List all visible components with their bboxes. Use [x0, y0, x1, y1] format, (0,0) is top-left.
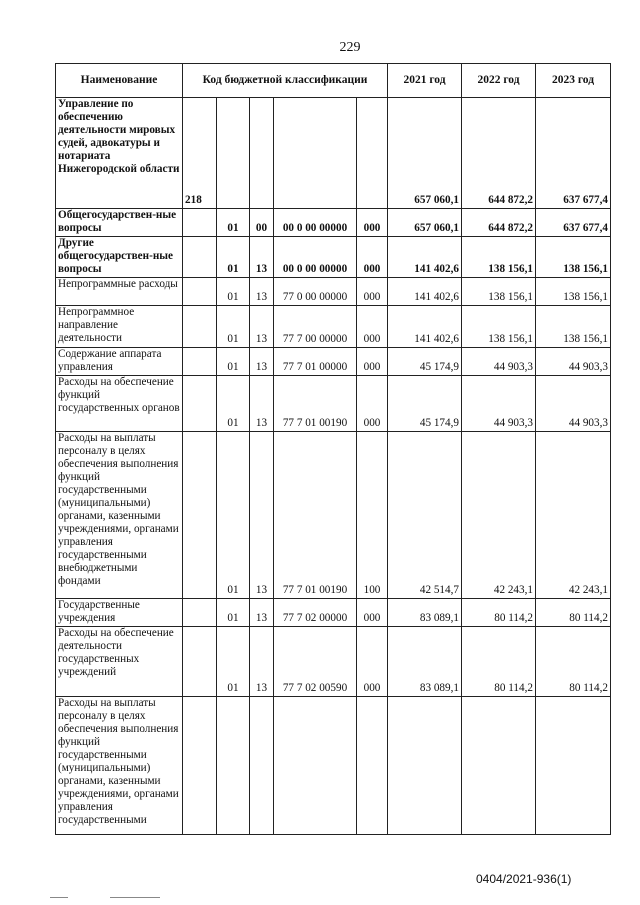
row-podrazdel: [250, 697, 274, 835]
row-razdel: 01: [217, 237, 250, 278]
row-razdel: 01: [217, 599, 250, 627]
document-id: 0404/2021-936(1): [476, 872, 572, 886]
row-vedomstvo: [183, 697, 217, 835]
row-name: Расходы на обеспечение деятельности государственных учреждений: [56, 627, 183, 697]
row-2022: 44 903,3: [462, 376, 536, 432]
row-name: Государственные учреждения: [56, 599, 183, 627]
row-2021: 42 514,7: [388, 432, 462, 599]
row-podrazdel: 13: [250, 237, 274, 278]
row-csr: 77 0 00 00000: [274, 278, 357, 306]
row-csr: 00 0 00 00000: [274, 237, 357, 278]
row-2021: 141 402,6: [388, 306, 462, 348]
table-row: [56, 599, 611, 627]
row-vr: 000: [357, 599, 388, 627]
row-podrazdel: 13: [250, 306, 274, 348]
table-row: [56, 278, 611, 306]
row-razdel: 01: [217, 209, 250, 237]
row-razdel: [217, 697, 250, 835]
row-name: Расходы на обеспечение функций государственных органов: [56, 376, 183, 432]
row-vr: 100: [357, 432, 388, 599]
row-2021: 83 089,1: [388, 599, 462, 627]
row-csr: 77 7 01 00190: [274, 432, 357, 599]
table-row: [56, 376, 611, 432]
row-name: Управление по обеспечению деятельности мировых судей, адвокатуры и нотариата Нижегородской области: [56, 98, 183, 209]
row-podrazdel: 13: [250, 278, 274, 306]
row-2023: [536, 697, 611, 835]
row-name: Другие общегосударствен-ные вопросы: [56, 237, 183, 278]
row-2023: 44 903,3: [536, 376, 611, 432]
row-2021: 141 402,6: [388, 278, 462, 306]
row-razdel: 01: [217, 306, 250, 348]
header-code: Код бюджетной классификации: [183, 64, 388, 98]
row-name: Содержание аппарата управления: [56, 348, 183, 376]
row-vedomstvo: [183, 599, 217, 627]
row-2021: [388, 697, 462, 835]
row-vr: 000: [357, 237, 388, 278]
row-vedomstvo: [183, 237, 217, 278]
row-podrazdel: 13: [250, 599, 274, 627]
row-2022: 80 114,2: [462, 627, 536, 697]
table-row: [56, 209, 611, 237]
table-row: [56, 697, 611, 835]
row-podrazdel: 13: [250, 432, 274, 599]
row-vedomstvo: [183, 209, 217, 237]
row-2021: 45 174,9: [388, 376, 462, 432]
scan-artifact: [50, 897, 160, 899]
row-2023: 138 156,1: [536, 237, 611, 278]
header-name: Наименование: [56, 64, 183, 98]
row-name: Непрограммные расходы: [56, 278, 183, 306]
row-2023: 637 677,4: [536, 209, 611, 237]
row-2022: 44 903,3: [462, 348, 536, 376]
header-2023: 2023 год: [536, 64, 611, 98]
row-2021: 45 174,9: [388, 348, 462, 376]
row-csr: 77 7 01 00000: [274, 348, 357, 376]
row-name: Расходы на выплаты персоналу в целях обеспечения выполнения функций государственными (муниципальными) органами, казенными учреждениями, органами управления государственными внебюджетными фондами: [56, 432, 183, 599]
row-vedomstvo: [183, 306, 217, 348]
row-vr: 000: [357, 376, 388, 432]
row-2022: 42 243,1: [462, 432, 536, 599]
row-2023: 138 156,1: [536, 278, 611, 306]
budget-table: [55, 63, 611, 835]
row-podrazdel: 13: [250, 376, 274, 432]
row-vedomstvo: [183, 627, 217, 697]
row-csr: [274, 697, 357, 835]
row-vedomstvo: [183, 348, 217, 376]
row-vr: 000: [357, 209, 388, 237]
row-2023: 44 903,3: [536, 348, 611, 376]
table-header-row: [56, 64, 611, 98]
row-vr: 000: [357, 278, 388, 306]
row-2023: 637 677,4: [536, 98, 611, 209]
row-2021: 141 402,6: [388, 237, 462, 278]
row-podrazdel: [250, 98, 274, 209]
row-2022: [462, 697, 536, 835]
row-razdel: 01: [217, 376, 250, 432]
row-2022: 80 114,2: [462, 599, 536, 627]
row-csr: 77 7 02 00590: [274, 627, 357, 697]
table-row: [56, 432, 611, 599]
row-2023: 138 156,1: [536, 306, 611, 348]
row-2023: 80 114,2: [536, 627, 611, 697]
row-podrazdel: 00: [250, 209, 274, 237]
row-2022: 138 156,1: [462, 237, 536, 278]
table-row: [56, 348, 611, 376]
row-csr: 77 7 01 00190: [274, 376, 357, 432]
row-csr: 77 7 02 00000: [274, 599, 357, 627]
row-razdel: 01: [217, 278, 250, 306]
table-row: [56, 627, 611, 697]
row-razdel: 01: [217, 627, 250, 697]
table-row: [56, 98, 611, 209]
row-razdel: 01: [217, 432, 250, 599]
row-2022: 644 872,2: [462, 209, 536, 237]
row-csr: [274, 98, 357, 209]
row-razdel: 01: [217, 348, 250, 376]
row-vr: 000: [357, 348, 388, 376]
row-vr: 000: [357, 627, 388, 697]
row-2022: 138 156,1: [462, 278, 536, 306]
row-razdel: [217, 98, 250, 209]
row-podrazdel: 13: [250, 627, 274, 697]
row-2021: 657 060,1: [388, 209, 462, 237]
row-vedomstvo: 218: [183, 98, 217, 209]
row-vedomstvo: [183, 278, 217, 306]
row-csr: 00 0 00 00000: [274, 209, 357, 237]
row-2021: 83 089,1: [388, 627, 462, 697]
row-2023: 80 114,2: [536, 599, 611, 627]
row-name: Расходы на выплаты персоналу в целях обеспечения выполнения функций государственными (муниципальными) органами, казенными учреждениями, органами управления государственными: [56, 697, 183, 835]
row-name: Общегосударствен-ные вопросы: [56, 209, 183, 237]
header-2022: 2022 год: [462, 64, 536, 98]
table-row: [56, 306, 611, 348]
table-row: [56, 237, 611, 278]
row-vr: [357, 697, 388, 835]
row-2022: 138 156,1: [462, 306, 536, 348]
row-podrazdel: 13: [250, 348, 274, 376]
row-name: Непрограммное направление деятельности: [56, 306, 183, 348]
row-2023: 42 243,1: [536, 432, 611, 599]
header-2021: 2021 год: [388, 64, 462, 98]
row-csr: 77 7 00 00000: [274, 306, 357, 348]
row-vedomstvo: [183, 376, 217, 432]
row-vedomstvo: [183, 432, 217, 599]
row-vr: [357, 98, 388, 209]
row-2022: 644 872,2: [462, 98, 536, 209]
row-vr: 000: [357, 306, 388, 348]
page-number: 229: [339, 40, 361, 55]
row-2021: 657 060,1: [388, 98, 462, 209]
